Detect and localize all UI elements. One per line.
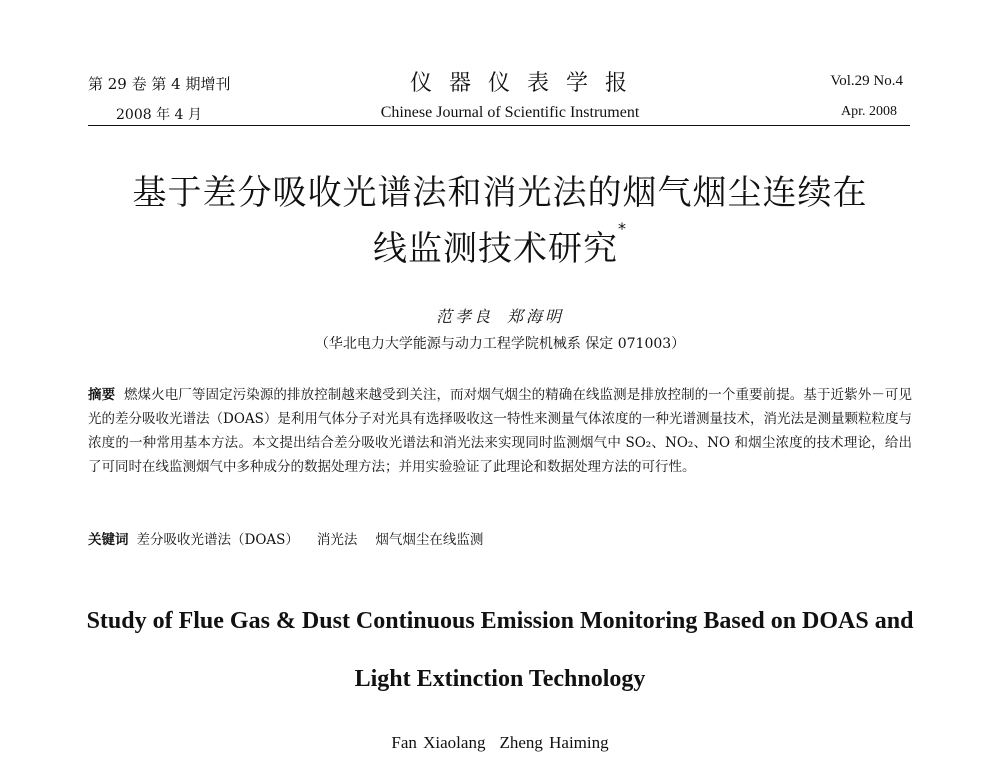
keywords-label: 关键词 (88, 532, 129, 548)
journal-name-cn: 仪器仪表学报 (409, 71, 644, 96)
header-rule (88, 125, 910, 126)
volume-issue: 第 29 卷 第 4 期增刊 (88, 75, 231, 93)
publication-date-cn: 2008 年 4 月 (116, 107, 202, 123)
abstract-label: 摘要 (88, 387, 116, 403)
title-cn-line2 (60, 221, 940, 277)
authors-cn (0, 304, 1000, 327)
keywords-cn (88, 529, 912, 551)
affiliation-cn: （华北电力大学能源与动力工程学院机械系 保定 071003） (314, 336, 686, 352)
journal-name-en: Chinese Journal of Scientific Instrument (380, 104, 640, 121)
author-en-2: Zheng Haiming (499, 733, 609, 752)
keyword-item: 烟气烟尘在线监测 (375, 532, 484, 548)
title-en-line2: Light Extinction Technology (354, 666, 646, 692)
author-cn-1: 范孝良 (435, 307, 493, 326)
publication-date-en: Apr. 2008 (841, 104, 897, 119)
title-en (40, 592, 960, 708)
author-cn-2: 郑海明 (507, 307, 565, 326)
title-cn (60, 165, 940, 277)
author-en-1: Fan Xiaolang (391, 733, 486, 752)
keyword-item: 消光法 (316, 532, 358, 548)
running-header (0, 0, 1000, 130)
title-footnote-mark: * (618, 219, 627, 238)
abstract-text: 燃煤火电厂等固定污染源的排放控制越来越受到关注，而对烟气烟尘的精确在线监测是排放控制的一个重要前提。基于近紫外－可见光的差分吸收光谱法（DOAS）是利用气体分子对光具有选择吸收这一特性来测量气体浓度的一种光谱测量技术，消光法是测量颗粒粒度与浓度的一种常用基本方法。本文提出结合差分吸收光谱法和消光法来实现同时监测烟气中 SO₂、NO₂、NO 和烟尘浓度的技术理论，给出了可同时在线监测烟气中多种成分的数据处理方法；并用实验验证了此理论和数据处理方法的可行性。 (88, 387, 913, 475)
keyword-item: 差分吸收光谱法（DOAS） (136, 532, 299, 548)
volume-issue-en: Vol.29 No.4 (830, 73, 903, 89)
title-cn-line2-text: 线监测技术研究 (373, 229, 618, 269)
abstract-cn (88, 383, 912, 479)
title-en-line1: Study of Flue Gas & Dust Continuous Emission Monitoring Based on DOAS and (86, 608, 914, 634)
authors-en (0, 733, 1000, 753)
title-cn-line1: 基于差分吸收光谱法和消光法的烟气烟尘连续在 (132, 173, 868, 213)
